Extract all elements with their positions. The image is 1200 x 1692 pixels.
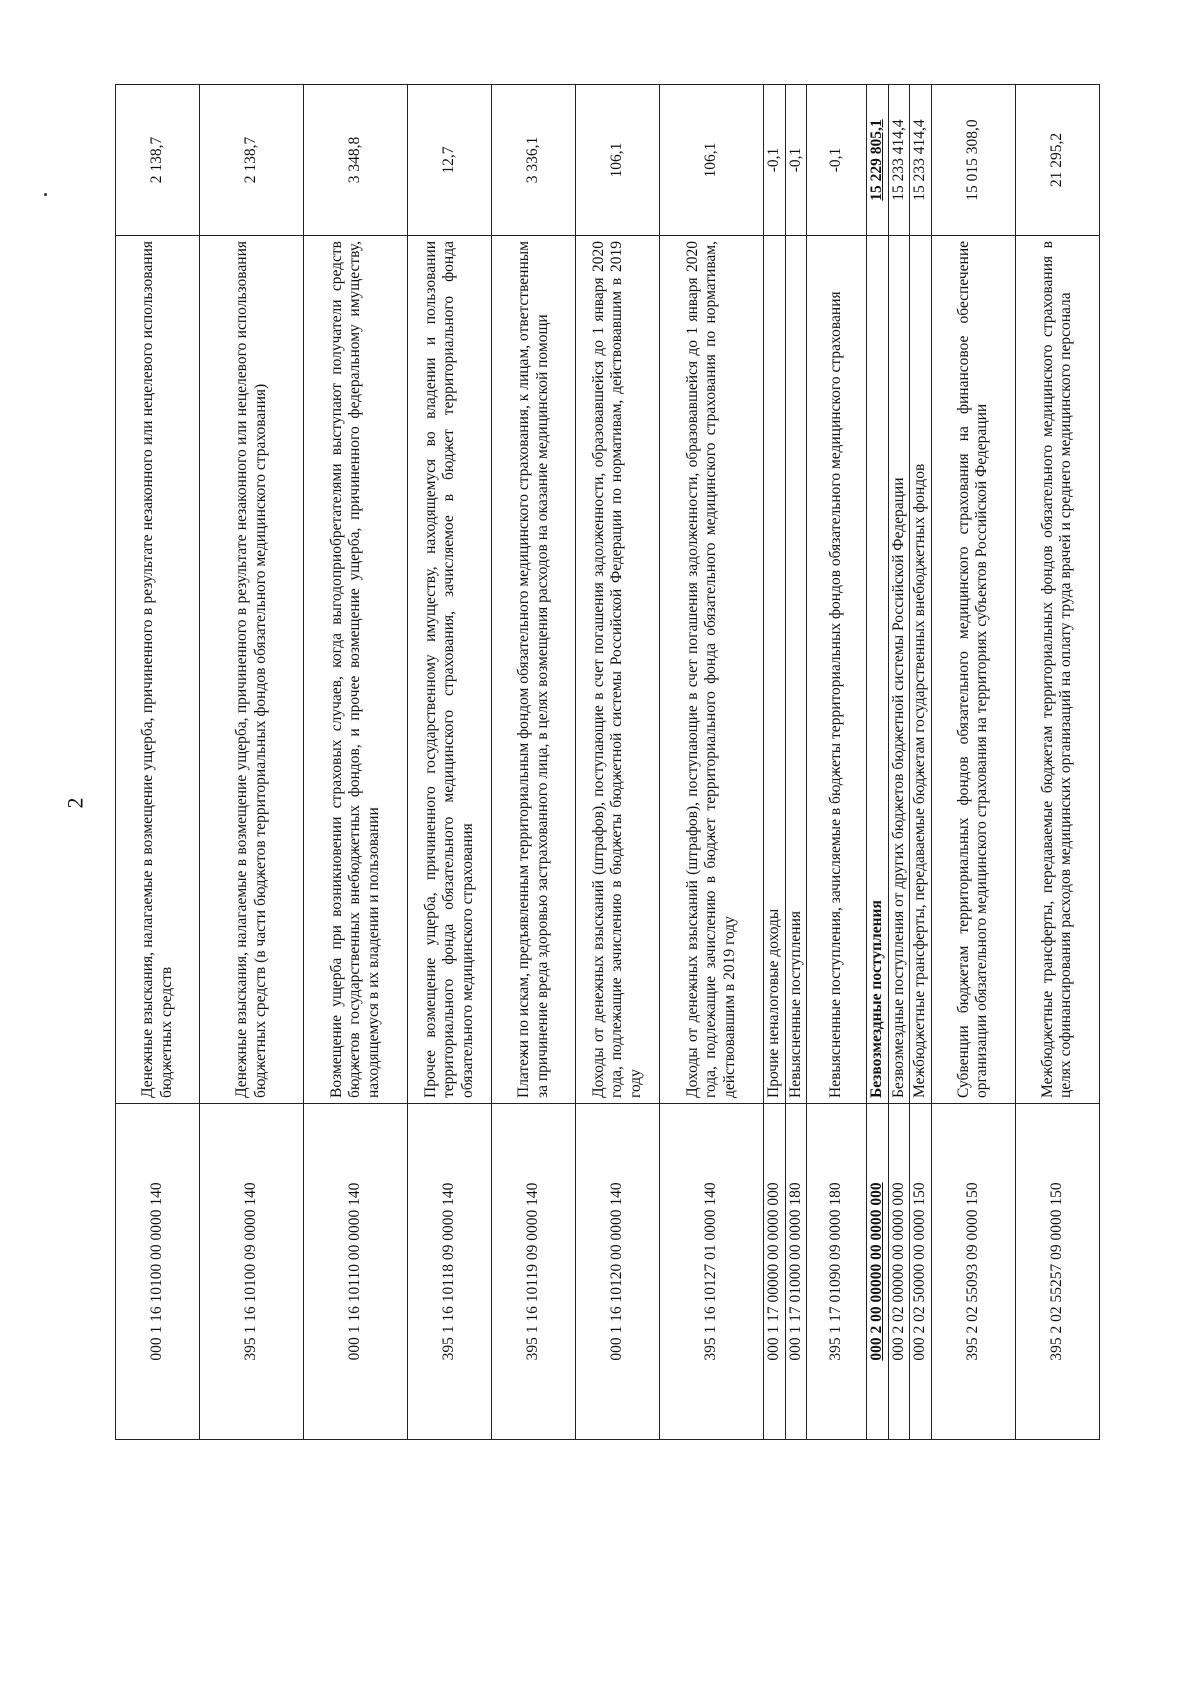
amount-cell: 15 233 414,4 [910, 85, 932, 236]
amount-cell: 21 295,2 [1015, 85, 1099, 236]
table-row [931, 85, 1015, 1440]
scan-speck [44, 193, 47, 196]
amount-cell: 3 336,1 [492, 85, 576, 236]
table-row [660, 85, 764, 1440]
description-cell: Невыясненные поступления, зачисляемые в бюджеты территориальных фондов обязательного медицинского страхования [807, 236, 867, 1104]
table-row [492, 85, 576, 1440]
table-row [867, 85, 889, 1440]
table-row [304, 85, 408, 1440]
budget-code-cell: 000 2 02 00000 00 0000 000 [888, 1104, 910, 1440]
amount-cell: 3 348,8 [304, 85, 408, 236]
budget-code-cell: 395 1 16 10127 01 0000 140 [660, 1104, 764, 1440]
page-number: 2 [62, 797, 88, 809]
description-cell: Безвозмездные поступления от других бюджетов бюджетной системы Российской Федерации [888, 236, 910, 1104]
description-cell: Платежи по искам, предъявленным территориальным фондом обязательного медицинского страхования, к лицам, ответственным за причинение вреда здоровью застрахованного лица, в целях возмещения расходов на оказание медицинской помощи [492, 236, 576, 1104]
description-cell: Возмещение ущерба при возникновении страховых случаев, когда выгодоприобретателями выступают получатели средств бюджетов государственных внебюджетных фондов, и прочее возмещение ущерба, причиненного федеральному имуществу, находящемуся в их владении и пользовании [304, 236, 408, 1104]
budget-code-cell: 000 1 17 00000 00 0000 000 [764, 1104, 786, 1440]
description-cell: Денежные взыскания, налагаемые в возмещение ущерба, причиненного в результате незаконного или нецелевого использования бюджетных средств [116, 236, 200, 1104]
revenue-table-body [116, 85, 1100, 1440]
budget-code-cell: 395 1 17 01090 09 0000 180 [807, 1104, 867, 1440]
table-row [576, 85, 660, 1440]
description-cell: Прочие неналоговые доходы [764, 236, 786, 1104]
budget-code-cell: 395 1 16 10119 09 0000 140 [492, 1104, 576, 1440]
description-cell: Межбюджетные трансферты, передаваемые бюджетам территориальных фондов обязательного медицинского страхования в целях софинансирования расходов медицинских организаций на оплату труда врачей и среднего медицинского персонала [1015, 236, 1099, 1104]
amount-cell: 15 015 308,0 [931, 85, 1015, 236]
amount-cell: 2 138,7 [200, 85, 304, 236]
budget-code-cell: 395 2 02 55093 09 0000 150 [931, 1104, 1015, 1440]
description-cell: Прочее возмещение ущерба, причиненного государственному имуществу, находящемуся во владении и пользовании территориального фонда обязательного медицинского страхования, зачисляемое в бюджет территориального фонда обязательного медицинского страхования [408, 236, 492, 1104]
description-cell: Доходы от денежных взысканий (штрафов), поступающие в счет погашения задолженности, образовавшейся до 1 января 2020 года, подлежащие зачислению в бюджеты бюджетной системы Российской Федерации по нормативам, действовавшим в 2019 году [576, 236, 660, 1104]
amount-cell: -0,1 [785, 85, 807, 236]
amount-cell: -0,1 [807, 85, 867, 236]
budget-code-cell: 000 1 16 10110 00 0000 140 [304, 1104, 408, 1440]
revenue-table-wrapper [115, 85, 1100, 1440]
table-row [408, 85, 492, 1440]
table-row [888, 85, 910, 1440]
amount-cell: 12,7 [408, 85, 492, 236]
budget-code-cell: 000 2 02 50000 00 0000 150 [910, 1104, 932, 1440]
description-cell: Невыясненные поступления [785, 236, 807, 1104]
description-cell: Доходы от денежных взысканий (штрафов), поступающие в счет погашения задолженности, образовавшейся до 1 января 2020 года, подлежащие зачислению в бюджет территориального фонда обязательного медицинского страхования по нормативам, действовавшим в 2019 году [660, 236, 764, 1104]
budget-code-cell: 395 1 16 10118 09 0000 140 [408, 1104, 492, 1440]
budget-code-cell: 000 1 16 10100 00 0000 140 [116, 1104, 200, 1440]
table-row [116, 85, 200, 1440]
description-cell: Субвенции бюджетам территориальных фондов обязательного медицинского страхования на финансовое обеспечение организации обязательного медицинского страхования на территориях субъектов Российской Федерации [931, 236, 1015, 1104]
amount-cell: 2 138,7 [116, 85, 200, 236]
amount-cell: 106,1 [660, 85, 764, 236]
amount-cell: 15 229 805,1 [867, 85, 889, 236]
table-row [200, 85, 304, 1440]
budget-code-cell: 000 2 00 00000 00 0000 000 [867, 1104, 889, 1440]
table-row [785, 85, 807, 1440]
budget-code-cell: 395 2 02 55257 09 0000 150 [1015, 1104, 1099, 1440]
budget-code-cell: 000 1 16 10120 00 0000 140 [576, 1104, 660, 1440]
table-row [910, 85, 932, 1440]
table-row [1015, 85, 1099, 1440]
amount-cell: -0,1 [764, 85, 786, 236]
description-cell: Межбюджетные трансферты, передаваемые бюджетам государственных внебюджетных фондов [910, 236, 932, 1104]
amount-cell: 106,1 [576, 85, 660, 236]
revenue-table [115, 84, 1100, 1440]
description-cell: Безвозмездные поступления [867, 236, 889, 1104]
budget-code-cell: 000 1 17 01000 00 0000 180 [785, 1104, 807, 1440]
amount-cell: 15 233 414,4 [888, 85, 910, 236]
description-cell: Денежные взыскания, налагаемые в возмещение ущерба, причиненного в результате незаконного или нецелевого использования бюджетных средств (в части бюджетов территориальных фондов обязательного медицинского страхования) [200, 236, 304, 1104]
table-row [807, 85, 867, 1440]
budget-code-cell: 395 1 16 10100 09 0000 140 [200, 1104, 304, 1440]
table-row [764, 85, 786, 1440]
